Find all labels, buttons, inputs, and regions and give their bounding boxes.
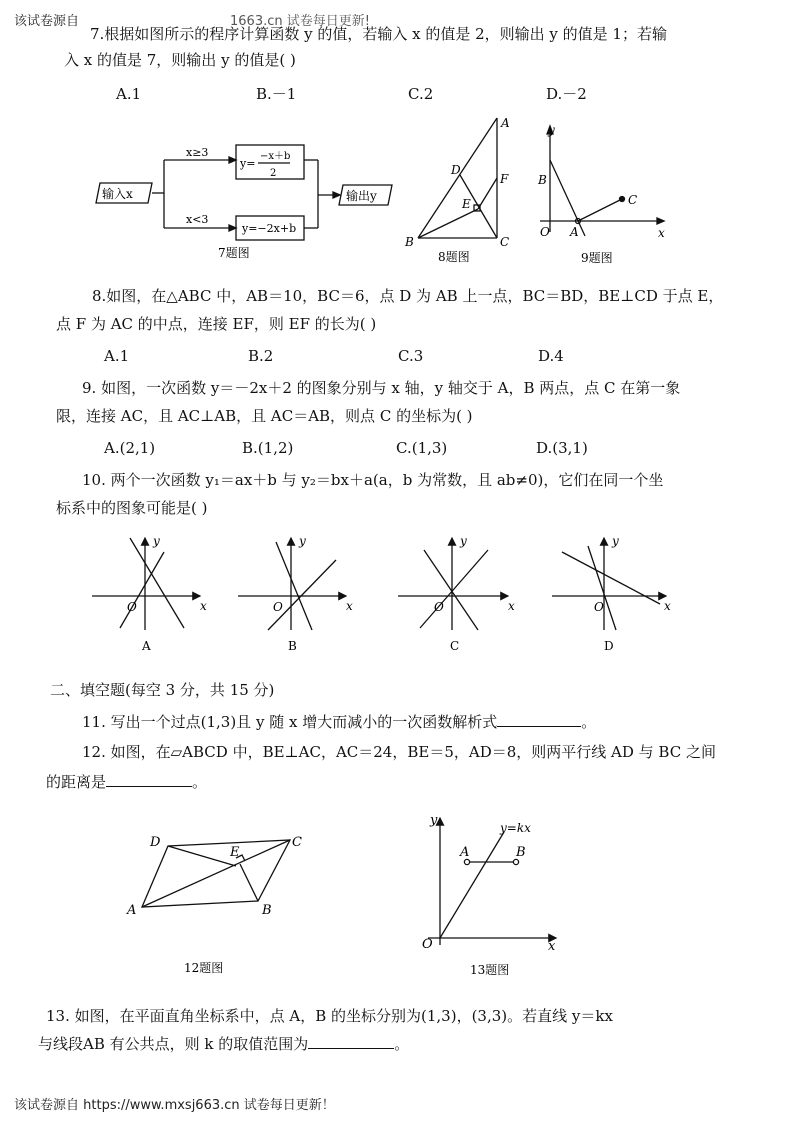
- q13-line2: [38, 1034, 409, 1054]
- q8-caption: 8题图: [438, 250, 470, 264]
- q7-output-label: 输出y: [346, 189, 377, 203]
- q13-label-b: B: [516, 845, 526, 860]
- q7-formula-top-num: −x＋b: [260, 151, 291, 162]
- q10c-y: y: [460, 534, 467, 548]
- q9-label-c: C: [628, 193, 638, 207]
- q7-formula-bottom: y=−2x+b: [242, 222, 297, 235]
- q7-cond-top: x≥3: [186, 146, 209, 159]
- q7-option-b: B.－1: [256, 85, 297, 103]
- q8-option-c: C.3: [398, 347, 424, 365]
- q7-input-label: 输入x: [102, 187, 133, 201]
- q10a-o: O: [127, 600, 137, 614]
- q13-label-line: y=kx: [500, 821, 531, 835]
- q7-caption: 7题图: [218, 246, 250, 260]
- q13-label-y: y: [430, 813, 438, 828]
- q8-label-a: A: [501, 116, 510, 130]
- q9-caption: 9题图: [581, 251, 613, 265]
- q8-line1: 8.如图，在△ABC 中，AB＝10，BC＝6，点 D 为 AB 上一点，BC＝BD，BE⊥CD 于点 E，: [92, 287, 724, 305]
- q10b-o: O: [273, 600, 283, 614]
- q8-option-a: A.1: [104, 347, 130, 365]
- q10a-y: y: [153, 534, 160, 548]
- q7-cond-bottom: x<3: [186, 213, 209, 226]
- q8-label-e: E: [462, 197, 471, 211]
- q13-label-o: O: [422, 937, 433, 952]
- q9-option-a: A.(2,1): [104, 439, 156, 457]
- q12-label-b: B: [262, 903, 272, 918]
- footer-watermark: 该试卷源自 https://www.mxsj663.cn 试卷每日更新！: [14, 1098, 335, 1113]
- q9-line1: 9. 如图，一次函数 y＝－2x＋2 的图象分别与 x 轴，y 轴交于 A，B 两点，点 C 在第一象: [82, 379, 681, 397]
- q10c-label: C: [450, 639, 460, 653]
- q9-option-b: B.(1,2): [242, 439, 294, 457]
- q10-line2: 标系中的图象可能是( ): [56, 499, 208, 517]
- q8-label-f: F: [500, 172, 509, 186]
- q9-option-d: D.(3,1): [536, 439, 588, 457]
- q7-formula-top-den: 2: [270, 168, 277, 179]
- q13-label-a: A: [460, 845, 470, 860]
- q10c-o: O: [434, 600, 444, 614]
- q10b-x: x: [346, 599, 353, 613]
- q9-label-a: A: [570, 225, 579, 239]
- q8-line2: 点 F 为 AC 的中点，连接 EF，则 EF 的长为( ): [56, 315, 377, 333]
- q8-label-c: C: [500, 235, 510, 249]
- q7-formula-top-prefix: y=: [240, 157, 256, 170]
- q10c-x: x: [508, 599, 515, 613]
- q12-label-c: C: [292, 835, 302, 850]
- q10a-label: A: [142, 639, 151, 653]
- q10d-y: y: [612, 534, 619, 548]
- q8-label-b: B: [405, 235, 414, 249]
- q12-label-e: E: [230, 845, 240, 860]
- q8-option-d: D.4: [538, 347, 564, 365]
- q7-line1: 7.根据如图所示的程序计算函数 y 的值，若输入 x 的值是 2，则输出 y 的值是 1；若输: [90, 25, 667, 43]
- q12-caption: 12题图: [184, 961, 224, 975]
- q8-option-b: B.2: [248, 347, 274, 365]
- q12-end: 。: [192, 773, 208, 791]
- q9-line2: 限，连接 AC，且 AC⊥AB，且 AC＝AB，则点 C 的坐标为( ): [56, 407, 473, 425]
- q10-line1: 10. 两个一次函数 y₁＝ax＋b 与 y₂＝bx＋a(a，b 为常数，且 ab≠0)，它们在同一个坐: [82, 471, 664, 489]
- q13-end: 。: [394, 1035, 410, 1053]
- q11-end: 。: [581, 713, 597, 731]
- q10d-o: O: [594, 600, 604, 614]
- q12-text: 的距离是: [46, 773, 107, 791]
- q7-option-d: D.－2: [546, 85, 587, 103]
- header-source-label: 该试卷源自: [14, 14, 80, 29]
- q10b-label: B: [288, 639, 297, 653]
- q13-answer-blank[interactable]: [308, 1034, 394, 1049]
- q12-label-d: D: [150, 835, 161, 850]
- q9-label-b: B: [538, 173, 547, 187]
- section2-title: 二、填空题(每空 3 分，共 15 分): [50, 681, 275, 699]
- q10d-x: x: [664, 599, 671, 613]
- q10b-y: y: [299, 534, 306, 548]
- q8-label-d: D: [451, 163, 461, 177]
- q9-label-x: x: [658, 226, 665, 240]
- q10d-label: D: [604, 639, 614, 653]
- q13-caption: 13题图: [470, 963, 510, 977]
- q9-label-y: y: [548, 123, 555, 137]
- q11-text: 11. 写出一个过点(1,3)且 y 随 x 增大而减小的一次函数解析式: [82, 713, 498, 731]
- q12-label-a: A: [127, 903, 137, 918]
- q12-line1: 12. 如图，在▱ABCD 中，BE⊥AC，AC＝24，BE＝5，AD＝8，则两平行线 AD 与 BC 之间: [82, 743, 716, 761]
- q7-option-c: C.2: [408, 85, 434, 103]
- q10a-x: x: [200, 599, 207, 613]
- q9-option-c: C.(1,3): [396, 439, 448, 457]
- q13-text: 与线段AB 有公共点，则 k 的取值范围为: [38, 1035, 309, 1053]
- q13-line1: 13. 如图，在平面直角坐标系中，点 A，B 的坐标分别为(1,3)，(3,3)。若直线 y＝kx: [46, 1007, 613, 1025]
- q7-option-a: A.1: [116, 85, 142, 103]
- q7-line2: 入 x 的值是 7，则输出 y 的值是( ): [64, 51, 296, 69]
- header-overlay-text: 1663.cn 试卷每日更新!: [230, 14, 370, 29]
- q9-label-o: O: [540, 225, 550, 239]
- q13-label-x: x: [548, 939, 556, 954]
